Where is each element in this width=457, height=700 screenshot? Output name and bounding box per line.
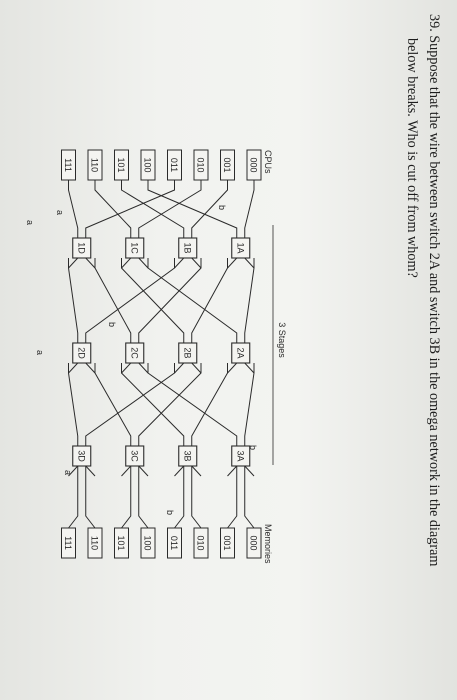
svg-text:2B: 2B <box>182 347 193 359</box>
switch-2D <box>73 343 91 363</box>
switch-1A <box>232 238 250 258</box>
svg-text:110: 110 <box>89 157 100 173</box>
stub-3D-0 <box>86 466 95 476</box>
stub-1D-0 <box>86 258 95 268</box>
svg-text:010: 010 <box>195 535 206 551</box>
question-number: 39. <box>426 14 442 32</box>
svg-text:000: 000 <box>248 157 259 173</box>
svg-text:3B: 3B <box>182 450 193 462</box>
stub-2A-0 <box>245 363 254 373</box>
stub-1D-1 <box>69 258 78 268</box>
cpu-000 <box>247 150 261 180</box>
memory-101 <box>115 528 129 558</box>
svg-text:101: 101 <box>116 157 126 173</box>
svg-text:000: 000 <box>248 535 259 551</box>
stub-1A-0 <box>245 258 254 268</box>
switch-3B <box>179 446 197 466</box>
stub-1B-1 <box>175 258 184 268</box>
stub-3A-1 <box>228 466 237 476</box>
wire-s2-s3-6 <box>95 363 131 446</box>
svg-text:1D: 1D <box>76 242 87 254</box>
svg-text:2A: 2A <box>235 347 246 359</box>
path-label-6: a <box>35 350 45 356</box>
cpu-101 <box>115 150 129 180</box>
switch-1B <box>179 238 197 258</box>
stub-1B-0 <box>192 258 201 268</box>
svg-text:111: 111 <box>63 158 73 172</box>
wire-cpu-s1-7 <box>69 180 78 238</box>
svg-text:111: 111 <box>63 536 73 550</box>
memory-000 <box>247 528 261 558</box>
path-label-1: b <box>248 445 258 451</box>
svg-text:2C: 2C <box>129 347 140 359</box>
svg-text:3A: 3A <box>235 450 246 462</box>
stub-2A-1 <box>228 363 237 373</box>
path-label-2: b <box>107 322 117 328</box>
stub-3C-0 <box>139 466 148 476</box>
svg-text:001: 001 <box>222 535 232 551</box>
wire-s3-mem-4 <box>139 466 148 528</box>
cpu-001 <box>221 150 235 180</box>
wire-s3-mem-3 <box>175 466 184 528</box>
svg-text:3D: 3D <box>76 450 87 462</box>
wire-s2-s3-0 <box>245 363 254 446</box>
wire-s3-mem-7 <box>69 466 78 528</box>
wire-cpu-s1-0 <box>245 180 254 238</box>
svg-text:1B: 1B <box>182 242 193 254</box>
cpu-110 <box>88 150 102 180</box>
path-label-3: b <box>165 510 175 516</box>
wire-s2-s3-3 <box>86 363 175 446</box>
question-text-line1: Suppose that the wire between switch 2A and switch 3B in the omega network in the diagram <box>426 35 442 567</box>
wire-s1-s2-3 <box>86 258 175 343</box>
wire-s1-s2-4 <box>148 258 237 343</box>
switch-3D <box>73 446 91 466</box>
wire-s1-s2-1 <box>192 258 228 343</box>
question-text-line2: below breaks. Who is cut off from whom? <box>404 38 420 278</box>
stub-2B-1 <box>175 363 184 373</box>
switch-2B <box>179 343 197 363</box>
path-label-0: b <box>217 205 227 211</box>
wire-s3-mem-2 <box>192 466 201 528</box>
path-label-5: a <box>63 470 73 476</box>
stub-3C-1 <box>122 466 131 476</box>
cpu-100 <box>141 150 155 180</box>
memory-111 <box>62 528 76 558</box>
svg-text:2D: 2D <box>76 347 87 359</box>
wire-s3-mem-6 <box>86 466 95 528</box>
stub-2D-0 <box>86 363 95 373</box>
svg-text:101: 101 <box>116 535 126 551</box>
wire-s1-s2-0 <box>245 258 254 343</box>
stub-2D-1 <box>69 363 78 373</box>
wire-s3-mem-1 <box>228 466 237 528</box>
wire-cpu-s1-3 <box>86 180 175 238</box>
svg-text:011: 011 <box>169 157 179 173</box>
svg-text:1C: 1C <box>129 242 140 254</box>
wire-s2-s3-1 <box>192 363 228 446</box>
switch-2C <box>126 343 144 363</box>
cpu-011 <box>168 150 182 180</box>
stub-2C-0 <box>139 363 148 373</box>
wire-s2-s3-4 <box>148 363 237 446</box>
memory-011 <box>168 528 182 558</box>
stub-1A-1 <box>228 258 237 268</box>
svg-text:100: 100 <box>142 157 153 173</box>
stub-2B-0 <box>192 363 201 373</box>
stub-3A-0 <box>245 466 254 476</box>
wire-s2-s3-7 <box>69 363 78 446</box>
path-label-7: a <box>25 220 35 226</box>
memory-100 <box>141 528 155 558</box>
wire-s1-s2-6 <box>95 258 131 343</box>
stub-1C-0 <box>139 258 148 268</box>
switch-1D <box>73 238 91 258</box>
path-label-4: a <box>55 210 65 216</box>
svg-text:010: 010 <box>195 157 206 173</box>
memory-001 <box>221 528 235 558</box>
svg-text:110: 110 <box>89 535 100 551</box>
switch-1C <box>126 238 144 258</box>
stages-label: 3 Stages <box>277 322 287 358</box>
cpu-111 <box>62 150 76 180</box>
svg-text:1A: 1A <box>235 242 246 254</box>
svg-text:011: 011 <box>169 535 179 551</box>
stub-3B-1 <box>175 466 184 476</box>
wire-s3-mem-5 <box>122 466 131 528</box>
stub-2C-1 <box>122 363 131 373</box>
cpu-010 <box>194 150 208 180</box>
wire-cpu-s1-6 <box>95 180 131 238</box>
wire-s3-mem-0 <box>245 466 254 528</box>
switch-3C <box>126 446 144 466</box>
memory-010 <box>194 528 208 558</box>
switch-2A <box>232 343 250 363</box>
boxes-layer <box>62 150 262 558</box>
cpus-label: CPUs <box>263 150 273 174</box>
svg-text:001: 001 <box>222 157 232 173</box>
svg-text:100: 100 <box>142 535 153 551</box>
stub-1C-1 <box>122 258 131 268</box>
memories-label: Memories <box>263 524 273 564</box>
stub-3B-0 <box>192 466 201 476</box>
wire-s1-s2-7 <box>69 258 78 343</box>
memory-110 <box>88 528 102 558</box>
svg-text:3C: 3C <box>129 450 140 462</box>
wires-layer <box>69 180 255 528</box>
